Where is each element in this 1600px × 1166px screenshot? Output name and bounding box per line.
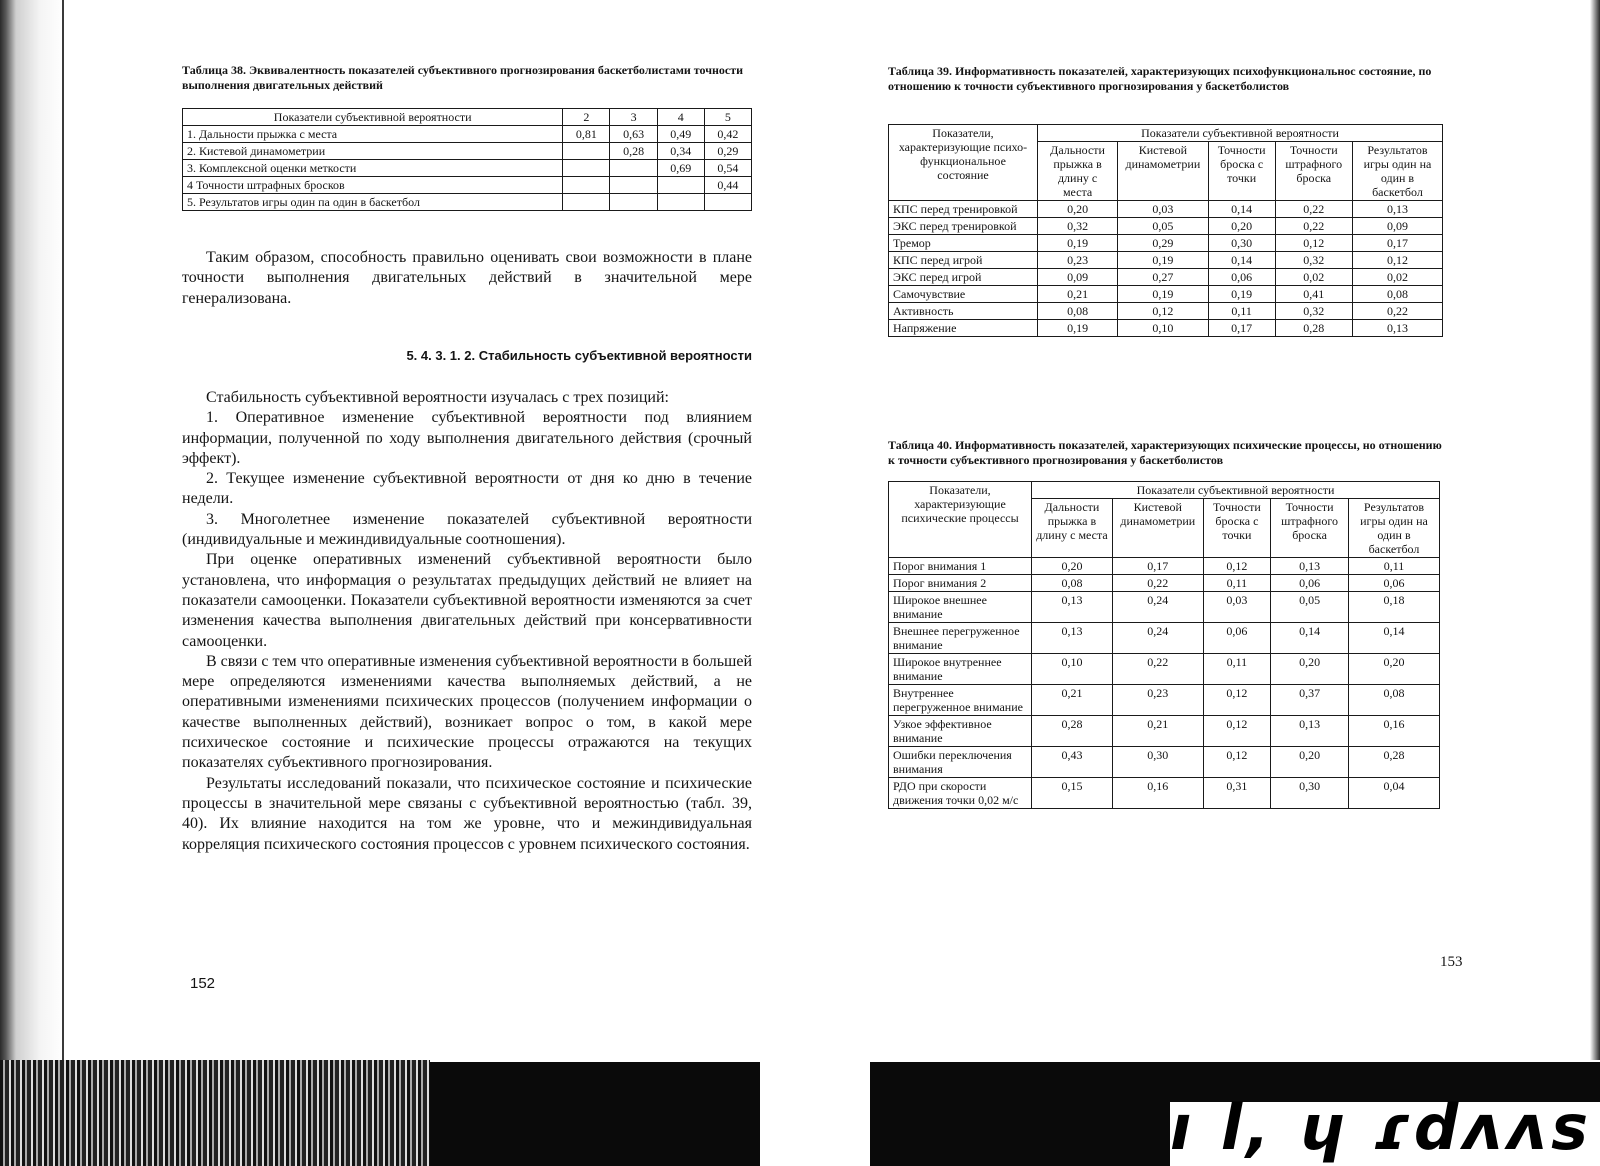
table39-column-header: Точности штрафного броска xyxy=(1275,142,1352,201)
table39-row-label: Самочувствие xyxy=(889,286,1038,303)
body-paragraph: 1. Оперативное изменение субъективной вероятности под влиянием информации, полученной по ходу выполнения двигательного действия (срочный эффект). xyxy=(182,409,752,467)
table39-cell: 0,22 xyxy=(1275,201,1352,218)
table40-column-header: Точности штрафного броска xyxy=(1271,499,1349,558)
table40-cell: 0,12 xyxy=(1203,558,1270,575)
body-paragraph: В связи с тем что оперативные изменения субъективной вероятности в большей мере определяются изменениями качества выполняемых действий, а не оперативными изменениями психических процессов (получением информации о качестве выполненных действий), возникает вопрос о том, в какой мере психическое состояние и психические процессы отражаются на текущих показателях субъективного прогнозирования. xyxy=(182,652,752,772)
table40-cell: 0,43 xyxy=(1032,747,1113,778)
table40-cell: 0,13 xyxy=(1032,592,1113,623)
table40-cell: 0,11 xyxy=(1348,558,1439,575)
paragraph-summary-text: Таким образом, способность правильно оценивать свои возможности в плане точности выполнения двигательных действий в значительной мере генерализована. xyxy=(182,249,752,307)
table39-body xyxy=(889,201,1443,337)
table39-cell: 0,19 xyxy=(1118,252,1208,269)
table38-cell: 0,63 xyxy=(610,126,657,143)
table40-cell: 0,24 xyxy=(1112,592,1203,623)
table-row xyxy=(889,303,1443,320)
table38-header-col: 5 xyxy=(704,109,751,126)
table38-cell: 0,49 xyxy=(657,126,704,143)
table39-cell: 0,41 xyxy=(1275,286,1352,303)
table39-group-header: Показатели субъективной вероятности xyxy=(1038,125,1443,142)
table39-cell: 0,19 xyxy=(1118,286,1208,303)
scan-edge-line xyxy=(62,0,64,1060)
table39-column-header: Результатов игры один на один в баскетбол xyxy=(1352,142,1442,201)
table40-cell: 0,12 xyxy=(1203,716,1270,747)
table39-cell: 0,23 xyxy=(1038,252,1118,269)
table-row xyxy=(183,160,752,177)
table39-cell: 0,22 xyxy=(1352,303,1442,320)
table40-cell: 0,08 xyxy=(1348,685,1439,716)
table-row xyxy=(183,143,752,160)
table40-body xyxy=(889,558,1440,809)
table40-column-header: Результатов игры один на один в баскетбол xyxy=(1348,499,1439,558)
table-row xyxy=(183,177,752,194)
table39-row-header: Показатели, характеризующие психо-функциональное состояние xyxy=(889,125,1038,201)
table40-cell: 0,20 xyxy=(1271,747,1349,778)
table40-cell: 0,22 xyxy=(1112,654,1203,685)
table39-cell: 0,17 xyxy=(1208,320,1275,337)
table-row xyxy=(889,286,1443,303)
table39-cell: 0,05 xyxy=(1118,218,1208,235)
table38-cell: 0,34 xyxy=(657,143,704,160)
table39-row-label: ЭКС перед игрой xyxy=(889,269,1038,286)
table40-cell: 0,20 xyxy=(1348,654,1439,685)
scan-shadow-right xyxy=(1590,0,1600,1060)
table38-row-label: 3. Комплексной оценки меткости xyxy=(183,160,563,177)
table38-cell: 0,29 xyxy=(704,143,751,160)
table40-cell: 0,06 xyxy=(1203,623,1270,654)
table39-cell: 0,32 xyxy=(1038,218,1118,235)
table39-cell: 0,30 xyxy=(1208,235,1275,252)
table38-row-label: 5. Результатов игры один па один в баскетбол xyxy=(183,194,563,211)
table39-cell: 0,02 xyxy=(1275,269,1352,286)
table38-cell xyxy=(563,160,610,177)
table40-row-label: Порог внимания 1 xyxy=(889,558,1032,575)
table39-cell: 0,22 xyxy=(1275,218,1352,235)
scan-shadow-left xyxy=(0,0,64,1166)
table39-cell: 0,19 xyxy=(1208,286,1275,303)
page-number-right: 153 xyxy=(1440,954,1463,970)
table40-cell: 0,12 xyxy=(1203,685,1270,716)
scan-black-band-right-lower xyxy=(870,1102,1170,1166)
table40-row-label: Узкое эффективное внимание xyxy=(889,716,1032,747)
table39-cell: 0,29 xyxy=(1118,235,1208,252)
table38-cell xyxy=(563,194,610,211)
table40-row-label: Ошибки переключения внимания xyxy=(889,747,1032,778)
table39-cell: 0,11 xyxy=(1208,303,1275,320)
table39-cell: 0,03 xyxy=(1118,201,1208,218)
table39-cell: 0,32 xyxy=(1275,252,1352,269)
table-row xyxy=(183,194,752,211)
table40-cell: 0,37 xyxy=(1271,685,1349,716)
table40-cell: 0,30 xyxy=(1112,747,1203,778)
table40-group-header: Показатели субъективной вероятности xyxy=(1032,482,1440,499)
table39-cell: 0,09 xyxy=(1038,269,1118,286)
table38-header-col: 3 xyxy=(610,109,657,126)
table39-row-label: КПС перед игрой xyxy=(889,252,1038,269)
table39-cell: 0,13 xyxy=(1352,201,1442,218)
table40-column-header: Точности броска с точки xyxy=(1203,499,1270,558)
table38-cell xyxy=(657,194,704,211)
table39-cell: 0,14 xyxy=(1208,252,1275,269)
table40-cell: 0,21 xyxy=(1032,685,1113,716)
table38-caption: Таблица 38. Эквивалентность показателей субъективного прогнозирования баскетболистами точности выполнения двигательных действий xyxy=(182,63,744,92)
table40-cell: 0,03 xyxy=(1203,592,1270,623)
scan-noise-bottom-left xyxy=(0,1060,430,1166)
table38-cell xyxy=(610,194,657,211)
table40-cell: 0,20 xyxy=(1271,654,1349,685)
table39-column-header: Дальности прыжка в длину с места xyxy=(1038,142,1118,201)
table38-cell: 0,69 xyxy=(657,160,704,177)
table40-cell: 0,23 xyxy=(1112,685,1203,716)
table40-cell: 0,16 xyxy=(1112,778,1203,809)
table39-cell: 0,09 xyxy=(1352,218,1442,235)
table40-cell: 0,30 xyxy=(1271,778,1349,809)
table38 xyxy=(182,108,752,211)
table39-cell: 0,21 xyxy=(1038,286,1118,303)
table40-cell: 0,28 xyxy=(1348,747,1439,778)
table40-cell: 0,20 xyxy=(1032,558,1113,575)
table40-cell: 0,14 xyxy=(1348,623,1439,654)
table39-head xyxy=(889,125,1443,201)
table40-row-label: Внешнее перегруженное внимание xyxy=(889,623,1032,654)
table38-cell xyxy=(563,143,610,160)
table38-cell xyxy=(610,160,657,177)
table38-header-row xyxy=(183,109,752,126)
table-row xyxy=(183,126,752,143)
body-paragraphs xyxy=(182,388,752,855)
table38-cell: 0,28 xyxy=(610,143,657,160)
table39-row-label: ЭКС перед тренировкой xyxy=(889,218,1038,235)
table40-head xyxy=(889,482,1440,558)
table-row xyxy=(889,558,1440,575)
table-row xyxy=(889,218,1443,235)
table39-cell: 0,02 xyxy=(1352,269,1442,286)
table39-cell: 0,12 xyxy=(1352,252,1442,269)
table40-column-header: Кистевой динамометрии xyxy=(1112,499,1203,558)
table38-header-col: 2 xyxy=(563,109,610,126)
table40-column-header: Дальности прыжка в длину с места xyxy=(1032,499,1113,558)
table39-row-label: Напряжение xyxy=(889,320,1038,337)
table-row xyxy=(889,685,1440,716)
table39-cell: 0,19 xyxy=(1038,235,1118,252)
table40-row-label: Широкое внутреннее внимание xyxy=(889,654,1032,685)
table38-cell: 0,81 xyxy=(563,126,610,143)
table39-column-header: Кистевой динамометрии xyxy=(1118,142,1208,201)
table39-cell: 0,06 xyxy=(1208,269,1275,286)
table39-cell: 0,14 xyxy=(1208,201,1275,218)
table38-row-label: 2. Кистевой динамометрии xyxy=(183,143,563,160)
table40-cell: 0,21 xyxy=(1112,716,1203,747)
table40-cell: 0,17 xyxy=(1112,558,1203,575)
table40-cell: 0,28 xyxy=(1032,716,1113,747)
table39-cell: 0,27 xyxy=(1118,269,1208,286)
table38-cell xyxy=(610,177,657,194)
table40-cell: 0,05 xyxy=(1271,592,1349,623)
table-row xyxy=(889,592,1440,623)
table-row xyxy=(889,235,1443,252)
body-paragraph: Результаты исследований показали, что психическое состояние и психические процессы в значительной мере связаны с субъективной вероятностью (табл. 39, 40). Их влияние находится на том же уровне, что и межиндивидуальная корреляция психического состояния процессов с уровнем психического состояния. xyxy=(182,774,752,853)
table-row xyxy=(889,623,1440,654)
table40-caption: Таблица 40. Информативность показателей, характеризующих психические процессы, но отношению к точности субъективного прогнозирования у баскетболистов xyxy=(888,438,1442,467)
table39-cell: 0,13 xyxy=(1352,320,1442,337)
table40-cell: 0,12 xyxy=(1203,747,1270,778)
table40-cell: 0,14 xyxy=(1271,623,1349,654)
table-row xyxy=(889,269,1443,286)
table40 xyxy=(888,481,1440,809)
body-paragraph: При оценке оперативных изменений субъективной вероятности было установлена, что информация о результатах предыдущих действий не влияет на показатели самооценки. Показатели субъективной вероятности изменяются за счет изменения качества выполнения двигательных действий при консервативности самооценки. xyxy=(182,551,752,650)
table39-row-label: Тремор xyxy=(889,235,1038,252)
table39-cell: 0,28 xyxy=(1275,320,1352,337)
table39-cell: 0,08 xyxy=(1352,286,1442,303)
table40-cell: 0,22 xyxy=(1112,575,1203,592)
body-paragraph: Стабильность субъективной вероятности изучалась с трех позиций: xyxy=(206,389,669,406)
table38-header-col: 4 xyxy=(657,109,704,126)
paragraph-summary xyxy=(182,248,752,309)
table38-cell xyxy=(563,177,610,194)
body-paragraph: 3. Многолетнее изменение показателей субъективной вероятности (индивидуальные и межиндивидуальные соотношения). xyxy=(182,510,752,549)
table-row xyxy=(889,201,1443,218)
table40-row-label: Порог внимания 2 xyxy=(889,575,1032,592)
table39-column-header: Точности броска с точки xyxy=(1208,142,1275,201)
scan-handwriting-marks: ı l, ɥ ɾdʌʌs xyxy=(1170,1091,1592,1164)
table40-row-header: Показатели, характеризующие психические процессы xyxy=(889,482,1032,558)
table39-cell: 0,32 xyxy=(1275,303,1352,320)
page-number-left: 152 xyxy=(190,975,216,992)
table39-cell: 0,12 xyxy=(1118,303,1208,320)
table39-cell: 0,10 xyxy=(1118,320,1208,337)
table38-row-label: 1. Дальности прыжка с места xyxy=(183,126,563,143)
table40-cell: 0,16 xyxy=(1348,716,1439,747)
table38-cell xyxy=(704,194,751,211)
table40-cell: 0,31 xyxy=(1203,778,1270,809)
table39-cell: 0,12 xyxy=(1275,235,1352,252)
table39-cell: 0,20 xyxy=(1208,218,1275,235)
table39-header-row xyxy=(889,125,1443,142)
table40-cell: 0,11 xyxy=(1203,575,1270,592)
table-row xyxy=(889,252,1443,269)
table40-cell: 0,06 xyxy=(1271,575,1349,592)
table39-caption: Таблица 39. Информативность показателей, характеризующих психофункциональнос состояние, по отношению к точности субъективного прогнозирования у баскетболистов xyxy=(888,64,1432,93)
scan-black-band-left xyxy=(430,1062,760,1166)
table38-row-label: 4 Точности штрафных бросков xyxy=(183,177,563,194)
table38-header-indicator: Показатели субъективной вероятности xyxy=(183,109,563,126)
table-row xyxy=(889,654,1440,685)
table38-cell: 0,54 xyxy=(704,160,751,177)
table40-row-label: Внутреннее перегруженное внимание xyxy=(889,685,1032,716)
table39-cell: 0,19 xyxy=(1038,320,1118,337)
table39-cell: 0,20 xyxy=(1038,201,1118,218)
table38-body xyxy=(183,126,752,211)
table40-cell: 0,13 xyxy=(1271,716,1349,747)
table40-cell: 0,06 xyxy=(1348,575,1439,592)
body-paragraph: 2. Текущее изменение субъективной вероятности от дня ко дню в течение недели. xyxy=(182,470,752,508)
table-row xyxy=(889,778,1440,809)
table40-cell: 0,08 xyxy=(1032,575,1113,592)
table38-cell: 0,42 xyxy=(704,126,751,143)
table40-cell: 0,11 xyxy=(1203,654,1270,685)
section-title: 5. 4. 3. 1. 2. Стабильность субъективной вероятности xyxy=(406,348,752,363)
table39-cell: 0,08 xyxy=(1038,303,1118,320)
table-row xyxy=(889,575,1440,592)
table40-header-row xyxy=(889,482,1440,499)
table-row xyxy=(889,747,1440,778)
table40-cell: 0,24 xyxy=(1112,623,1203,654)
table38-cell xyxy=(657,177,704,194)
table39-cell: 0,17 xyxy=(1352,235,1442,252)
table-row xyxy=(889,716,1440,747)
table-row xyxy=(889,320,1443,337)
table40-cell: 0,04 xyxy=(1348,778,1439,809)
table40-cell: 0,18 xyxy=(1348,592,1439,623)
table40-cell: 0,15 xyxy=(1032,778,1113,809)
table39 xyxy=(888,124,1443,337)
table40-cell: 0,10 xyxy=(1032,654,1113,685)
table40-cell: 0,13 xyxy=(1271,558,1349,575)
table39-row-label: КПС перед тренировкой xyxy=(889,201,1038,218)
table39-row-label: Активность xyxy=(889,303,1038,320)
table40-row-label: РДО при скорости движения точки 0,02 м/с xyxy=(889,778,1032,809)
table40-row-label: Широкое внешнее внимание xyxy=(889,592,1032,623)
table40-cell: 0,13 xyxy=(1032,623,1113,654)
table38-cell: 0,44 xyxy=(704,177,751,194)
